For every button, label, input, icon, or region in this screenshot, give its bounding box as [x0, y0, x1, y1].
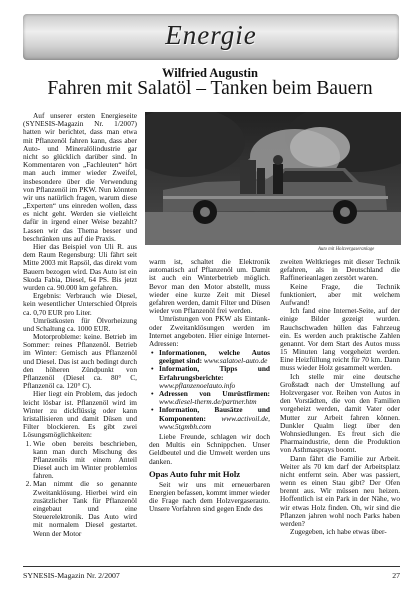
author-name: Wilfried Augustin: [162, 66, 258, 80]
list-item: [149, 406, 270, 431]
column-1: [23, 112, 137, 538]
subheading: Opas Auto fuhr mit Holz: [149, 468, 241, 479]
link-url[interactable]: www.activoil.de, www.5tgmbh.com: [159, 413, 270, 431]
paragraph: Seit wir uns mit erneuerbaren Energien befassen, kommt immer wieder die Frage nach dem Holzvergaserauto. Unsere Vorfahren sind gegen Ende des: [149, 479, 270, 514]
article-headline: Fahren mit Salatöl – Tanken beim Bauern: [47, 78, 373, 99]
link-label: Informationen, welche Autos geeignet sind:: [159, 348, 270, 366]
link-label: Information, Tipps und Erfahrungsberichte:: [159, 364, 270, 382]
section-title: Energie: [165, 20, 257, 50]
column-2: [149, 258, 270, 513]
paragraph: Liebe Freunde, schlagen wir doch den Multis ein Schnippchen. Unser Geldbeutel und die Umwelt werden uns danken.: [149, 431, 270, 466]
list-item: [149, 365, 270, 390]
paragraph: Ich fand eine Internet-Seite, auf der einige Bilder gezeigt wurden. Rauchschwaden hüllen das Fahrzeug ein. Es werden auch praktische Zahlen genannt. Vor dem Start des Autos muss 15 Minuten lang vorgeheizt werden. Eine Heizfüllung reicht für 70 km. Dann muss wieder Holz gesammelt werden.: [280, 306, 400, 373]
link-label: Information, Bausätze und Komponenten:: [159, 405, 270, 423]
paragraph: Umrüstkosten für Ölvorheizung und Schaltung ca. 1000 EUR.: [23, 315, 137, 333]
paragraph: Dann fährt die Familie zur Arbeit. Weiter als 70 km darf der Arbeitsplatz nicht entfernt sein. Aber was passiert, wenn es einen Stau gibt? Der Ofen brennt aus. Wir müssen neu heizen. Hoffentlich ist ein Park in der Nähe, wo wir etwas Holz finden. Oh, wir sind die Pflanzen jahren wohl noch Parks haben werden?: [280, 453, 400, 528]
list-item: 1. Wie oben bereits beschrieben, kann man durch Mischung des Pflanzenöls mit einem Anteil Diesel auch im Winter problemlos fahren.: [33, 440, 137, 481]
paragraph: Umrüstungen von PKW als Eintank- oder Zweitanklösungen werden im Internet angeboten. Hier einige Internet-Adressen:: [149, 314, 270, 348]
paragraph: Zugegeben, ich habe etwas über-: [290, 527, 387, 537]
page-footer: [23, 566, 400, 580]
solutions-list: [23, 440, 137, 538]
link-list: [149, 349, 270, 431]
column-3: [280, 258, 400, 536]
link-url[interactable]: www.salatoel-auto.de: [203, 356, 268, 366]
paragraph: Auf unserer ersten Energieseite (SYNESIS-Magazin Nr. 1/2007) hatten wir berichtet, dass man etwa mit Pflanzenöl fahren kann, dass aber Auto- und Mineralölindustrie gar nicht so glücklich darüber sind. In Kommentaren von „Fachleuten“ hört man auch immer wieder Zweifel, insbesondere über die Verwendung von Pflanzenöl im PKW. Nun könnten wir uns natürlich fragen, warum diese „Experten“ uns einreden wollen, dass es nicht geht. Werden sie vielleicht dafür in irgend einer Weise bezahlt? Lassen wir das Thema besser und beschränken uns auf die Praxis.: [23, 111, 137, 243]
paragraph: Hier das Beispiel von Uli R. aus dem Raum Regensburg: Uli fährt seit Mitte 2003 mit Rapsöl, das direkt vom Bauern bezogen wird. Das Auto ist ein Skoda Fabia, Diesel, 64 PS. Bis jetzt wurden ca. 90.000 km gefahren.: [23, 242, 137, 292]
list-item: [149, 390, 270, 406]
list-item: [149, 349, 270, 365]
paragraph: Keine Frage, die Technik funktioniert, aber mit welchem Aufwand!: [280, 281, 400, 307]
paragraph: zweiten Weltkrieges mit dieser Technik gefahren, als in Deutschland die Raffinerieanlagen zerstört waren.: [280, 257, 400, 283]
page-number: 27: [392, 571, 400, 580]
magazine-issue: SYNESIS-Magazin Nr. 2/2007: [23, 571, 120, 580]
section-header-banner: [23, 14, 399, 60]
paragraph: Ich stelle mir eine deutsche Großstadt nach der Umstellung auf Holzvergaser vor. Reihen von Autos in den Vorstädten, die von den Familien vorgeheizt werden, damit Vater oder Mutter zur Arbeit fahren können. Dunkler Qualm liegt über den Wohnsiedlungen. Es freut sich die Pharmaindustrie, denn die Produktion von Asthmasprays boomt.: [280, 371, 400, 455]
paragraph: Hier liegt ein Problem, das jedoch leicht lösbar ist. Pflanzenöl wird im Winter zu dickflüssig oder kann kristallisieren und damit Düsen und Filter blockieren. Es gibt zwei Lösungsmöglichkeiten:: [23, 389, 137, 440]
wood-gas-car-photo: [145, 112, 401, 245]
paragraph: warm ist, schaltet die Elektronik automatisch auf Pflanzenöl um. Damit ist auch ein Winterbetrieb möglich. Bevor man den Motor abstellt, muss wieder eine kurze Zeit mit Diesel gefahren werden, damit Filter und Düsen wieder von Pflanzenöl frei werden.: [149, 257, 270, 316]
link-url[interactable]: www.diesel-therm.de/partner.htm: [159, 397, 257, 407]
list-item: 2. Man nimmt die so genannte Zweitanklösung. Hierbei wird ein zusätzlicher Tank für Pflanzenöl eingebaut und eine Steuerelektronik. Das Auto wird mit normalem Diesel gestartet. Wenn der Motor: [33, 480, 137, 537]
paragraph: Motorprobleme: keine. Betrieb im Sommer: reines Pflanzenöl. Betrieb im Winter: Gemisch aus Pflanzenöl und Diesel. Das ist auch bedingt durch den höheren Zündpunkt von Pflanzenöl (Diesel ca. 80° C, Pflanzenöl ca. 120° C).: [23, 332, 137, 391]
photo-caption: Auto mit Holzvergaseranlage: [318, 247, 375, 252]
link-label: Adressen von Umrüstfirmen:: [159, 389, 270, 398]
link-url[interactable]: www.pflanzenoelauto.info: [159, 380, 236, 390]
paragraph: Ergebnis: Verbrauch wie Diesel, kein wesentlicher Unterschied Ölpreis ca. 0,70 EUR pro Liter.: [23, 291, 137, 317]
